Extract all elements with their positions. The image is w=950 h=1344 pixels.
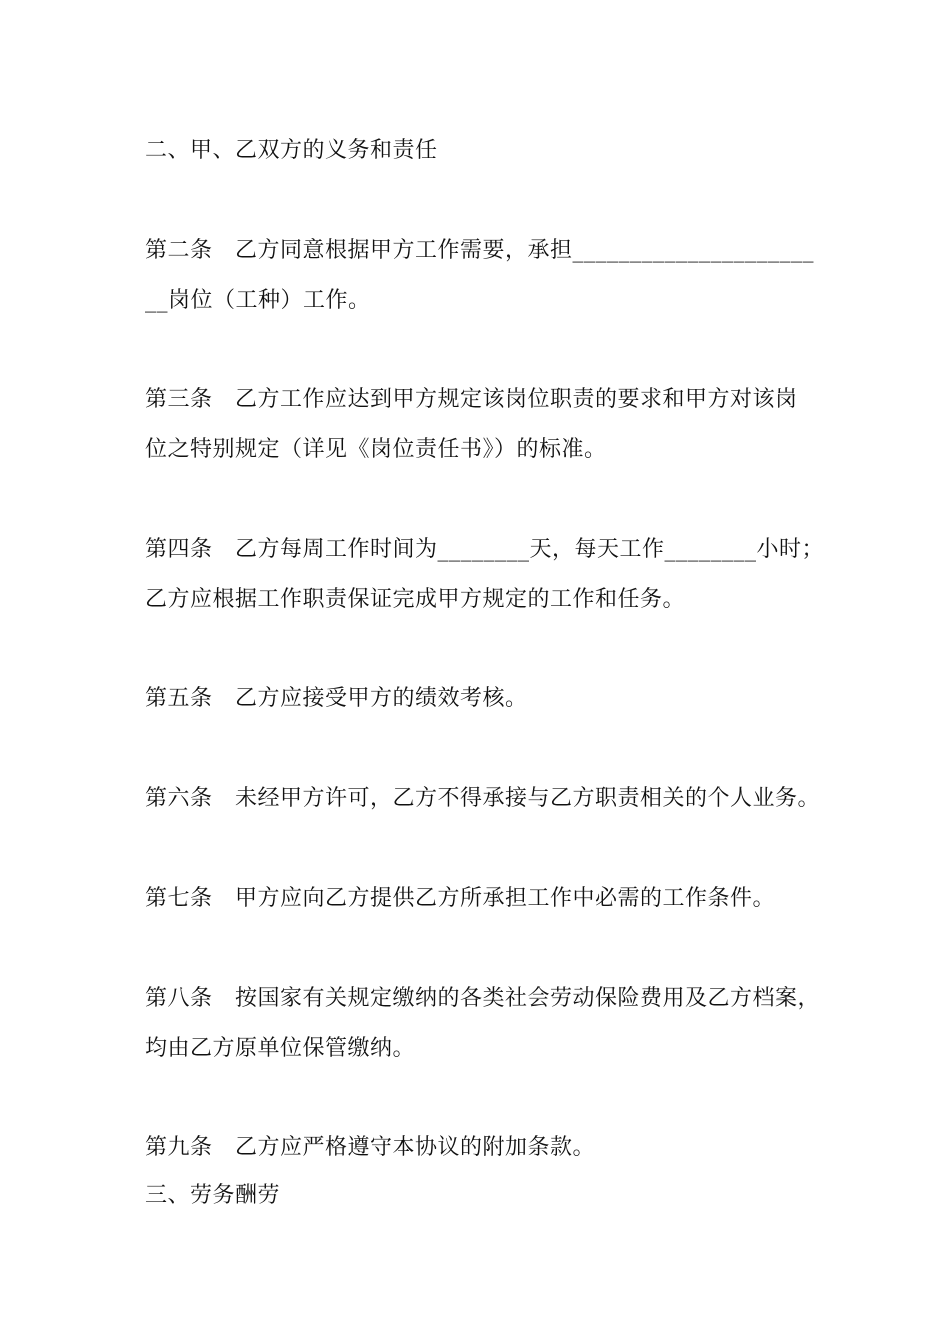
article-4-line-1: 第四条 乙方每周工作时间为________天，每天工作________小时； (145, 537, 825, 562)
article-3-line-2: 位之特别规定（详见《岗位责任书》）的标准。 (145, 437, 607, 462)
article-6: 第六条 未经甲方许可，乙方不得承接与乙方职责相关的个人业务。 (145, 786, 821, 811)
article-8-line-2: 均由乙方原单位保管缴纳。 (145, 1036, 416, 1061)
article-2-line-2: __岗位（工种）工作。 (145, 288, 371, 313)
article-8-line-1: 第八条 按国家有关规定缴纳的各类社会劳动保险费用及乙方档案， (145, 986, 821, 1011)
section-heading-remuneration: 三、劳务酬劳 (145, 1183, 281, 1208)
article-4-line-2: 乙方应根据工作职责保证完成甲方规定的工作和任务。 (145, 587, 686, 612)
article-2-line-1: 第二条 乙方同意根据甲方工作需要，承担_____________________ (145, 238, 815, 263)
article-7: 第七条 甲方应向乙方提供乙方所承担工作中必需的工作条件。 (145, 886, 776, 911)
article-3-line-1: 第三条 乙方工作应达到甲方规定该岗位职责的要求和甲方对该岗 (145, 387, 798, 412)
article-9: 第九条 乙方应严格遵守本协议的附加条款。 (145, 1135, 596, 1160)
section-heading-obligations: 二、甲、乙双方的义务和责任 (145, 138, 438, 163)
article-5: 第五条 乙方应接受甲方的绩效考核。 (145, 686, 528, 711)
